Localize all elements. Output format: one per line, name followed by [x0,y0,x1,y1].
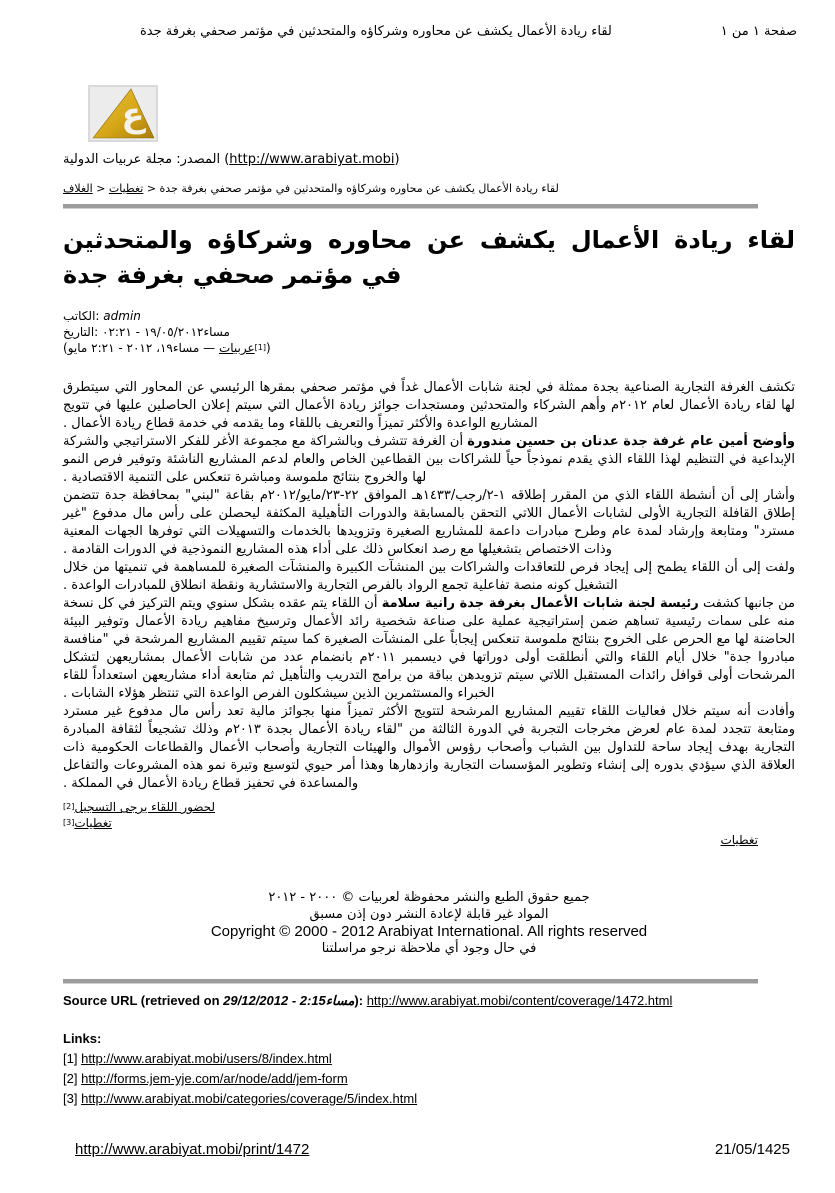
paragraph-text: أن اللقاء يتم عقده بشكل سنوي ويتم التركيز في كل نسخة منه على سمات رئيسية تساهم ضمن إستراتيجية عملية على صناعة شخصية رائد الأعمال وترسيخ مفاهيم ريادة الأعمال وتوفير البيئة الحاضنة لها مع الحرص على الخروج بنتائج ملموسة تنعكس إيجاباً على المنشآت الصغيرة كما سيتم تقييم المشاريع المرشحة في "منافسة مبادروا جدة" خلال أيام اللقاء والتي أنطلقت أولى دوراتها في ديسمبر ٢٠١١م بانضمام عدد من شابات الأعمال بمشاريعهن لتشكل المرشحات أولى قوافل رائدات المستقبل اللاتي سيتم تزويدهن بباقة من برامج التدريب والتأهيل ثم متابعة أداء مشاريعهن استعداداً للقاء الخبراء والمستثمرين الذين سيشكلون الفرص الواعدة التي تنتظر هؤلاء الشابات . [63,596,795,701]
link-ref: [3] [63,1091,78,1106]
article-paragraph: تكشف الغرفة التجارية الصناعية بجدة ممثلة في لجنة شابات الأعمال غداً في مؤتمر صحفي بمقرها الرئيسي عن المحاور التي سيتطرق لها لقاء ريادة الأعمال لعام ٢٠١٢م وأهم الشركاء والمتحدثين ومستجدات جوائز ريادة الأعمال التي سيتم إعلان الحاصلين عليها في تتويج المشاريع الواعدة والأكثر تميزاً والتعريف باللقاء وما يقدمه في خدمة قطاع ريادة الأعمال . [63,380,795,431]
link-url[interactable]: http://www.arabiyat.mobi/categories/coverage/5/index.html [81,1091,418,1106]
open-paren: ( [224,152,230,167]
link-ref: [1] [63,1051,78,1066]
content-url-link[interactable]: http://www.arabiyat.mobi/content/coverage/1472.html [366,993,673,1008]
action-links [63,799,795,831]
copyright-line-english: Copyright © 2000 - 2012 Arabiyat International. All rights reserved [210,923,648,940]
print-header [0,0,835,39]
register-link[interactable]: لحضور اللقاء يرجى التسجيل [74,800,216,814]
article-paragraph [63,595,795,703]
close-paren: ) [266,341,271,355]
breadcrumb [63,182,795,195]
source-line [63,152,795,167]
reuse-notice-arabic: المواد غير قابلة لإعادة النشر دون إذن مسبق [309,907,549,922]
contact-notice-arabic: في حال وجود أي ملاحظة نرجو مراسلتنا [321,941,537,956]
logo-letter-ain: ع [121,95,145,135]
paragraph-text: من جانبها كشفت [698,596,795,611]
footnote-ref-3: [3] [63,818,75,827]
footnote-ref-2: [2] [63,802,75,811]
print-footer-url-link[interactable]: http://www.arabiyat.mobi/print/1472 [75,1141,310,1158]
breadcrumb-separator: > [146,182,157,195]
date-value: ١٩/٠٥/٢٠١٢ - ٠٢:٢١ [102,325,204,339]
author-line [63,308,795,324]
arabiyat-logo [88,85,158,142]
divider [63,204,758,209]
category-line-right [63,833,758,847]
paragraph-text: أن الغرفة تتشرف وبالشراكة مع مجموعة الأغر للفكر الاستراتيجي والشركة الإبداعية في التنظيم لهذا اللقاء الذي يقدم نموذجاً حياً للشراكات بين القطاعين الخاص والعام لدعم المشاريع الناشئة وتوفير فرص النمو لها والخروج بنتائج ملموسة ومباشرة تنعكس على التنمية الاقتصادية . [63,434,795,485]
link-row [63,1089,795,1109]
source-url-line [63,993,795,1009]
category-link-right[interactable]: تغطيات [720,833,758,847]
gregorian-date-suffix: مساء [172,341,200,355]
print-footer-date: 21/05/1425 [714,1141,790,1158]
footnote-ref-1: [1] [254,343,266,352]
source-url-link[interactable]: http://www.arabiyat.mobi [229,152,395,167]
breadcrumb-home-link[interactable]: الغلاف [63,182,93,195]
link-row [63,1069,795,1089]
breadcrumb-current: لقاء ريادة الأعمال يكشف عن محاوره وشركاؤه والمتحدثين في مؤتمر صحفي بغرفة جدة [159,182,559,195]
divider [63,979,758,984]
gregorian-date-value: ١٩، ٢٠١٢ - ٢:٢١ [91,341,173,355]
bold-lead: وأوضح أمين عام غرفة جدة عدنان بن حسين مندورة [467,434,795,449]
links-heading: Links: [63,1031,102,1046]
article-body [63,379,795,793]
page-content [0,85,835,1109]
article-paragraph [63,433,795,487]
author-label: الكاتب: [63,309,100,323]
category-link[interactable]: تغطيات [74,816,112,830]
copyright-block [63,889,795,957]
print-header-title: لقاء ريادة الأعمال يكشف عن محاوره وشركاؤه والمتحدثين في مؤتمر صحفي بغرفة جدة [140,24,612,39]
site-name-link[interactable]: عربيات [218,341,255,355]
source-label: المصدر: مجلة عربيات الدولية [63,152,221,167]
gregorian-month: مايو [67,341,88,355]
article-paragraph: وأفادت أنه سيتم خلال فعاليات اللقاء تقييم المشاريع المرشحة لتتويج الأكثر تميزاً منها بجوائز مالية تعد رأس مال مدفوع غير مسترد ومتابعة تتجدد لمدة عام لعرض مخرجات التجربة في الدورة الثالثة من "لقاء ريادة الأعمال بجدة ٢٠١٣م وذلك تشجيعاً لثقافة المبادرة التجارية بهدف إيجاد ساحة للتداول بين الشباب وأصحاب رؤوس الأموال والهيئات التجارية وأصحاب الأعمال والقطاعات الحكومية ذات العلاقة الذي سيؤدي بدوره إلى إنشاء وتطوير المؤسسات التجارية وازدهارها وهذا أمر حيوي لتوسيع وتيرة نمو هذه المشروعات والتفاعل والمساعدة في تحفيز قطاع ريادة الأعمال في المملكة . [63,704,795,791]
category-line [63,815,795,831]
link-url[interactable]: http://forms.jem-yje.com/ar/node/add/jem-form [81,1071,348,1086]
close-paren: ) [394,152,400,167]
links-list [63,1029,795,1109]
source-url-label: Source URL (retrieved on [63,993,224,1008]
bold-lead: رئيسة لجنة شابات الأعمال بغرفة جدة رانية سلامة [381,596,699,611]
open-paren: ( [63,341,68,355]
em-dash: — [203,341,216,355]
copyright-line-arabic: جميع حقوق الطبع والنشر محفوظة لعربيات © ٢٠٠٠ - ٢٠١٢ [268,890,590,905]
page-title: لقاء ريادة الأعمال يكشف عن محاوره وشركاؤه والمتحدثين في مؤتمر صحفي بغرفة جدة [63,226,795,289]
date-suffix: مساء [203,325,230,339]
print-footer [75,1141,790,1158]
link-row [63,1049,795,1069]
date-label: التاريخ: [63,325,99,339]
breadcrumb-section-link[interactable]: تغطيات [108,182,144,195]
retrieved-date: 29/12/2012 - 2:15مساء [223,993,355,1008]
source-url-label-end: ): [354,993,367,1008]
author-value: admin [103,309,141,323]
date-line [63,324,795,340]
gregorian-date-line [63,340,795,356]
article-paragraph: ولفت إلى أن اللقاء يطمح إلى إيجاد فرص للتعاقدات والشراكات بين المنشآت الكبيرة والمنشآت الصغيرة للمساهمة في تنميتها من خلال التشغيل كونه منصة تفاعلية تجمع الرواد بالفرص التجارية والاستشارية ونقطة انطلاق للمبادرات الواعدة . [63,560,795,593]
article-paragraph: وأشار إلى أن أنشطة اللقاء الذي من المقرر إطلاقه ١-٢/رجب/١٤٣٣هـ الموافق ٢٢-٢٣/مايو/٢٠١٢م بقاعة "لبني" بمحافظة جدة تتضمن إطلاق القافلة التجارية الأولى لشابات الأعمال اللاتي التحقن بالمسابقة والدورات التأهيلية المكثفة ليحصلن على رأس مال مدفوع "غير مسترد" ومتابعة وإرشاد لمدة عام وطرح مبادرات داعمة للمشاريع الصغيرة وتزويدها بالخدمات والتسهيلات التي توفرها الجهات المعنية وذات الاختصاص بتشغيلها مع رصد انعكاس ذلك على أداء هذه المشاريع النموذجية في الدورات القادمة . [63,488,795,557]
article-meta [63,308,795,356]
register-line [63,799,795,815]
link-url[interactable]: http://www.arabiyat.mobi/users/8/index.html [81,1051,332,1066]
breadcrumb-separator: > [96,182,106,195]
page-number-label: صفحة ١ من ١ [720,24,797,39]
link-ref: [2] [63,1071,78,1086]
